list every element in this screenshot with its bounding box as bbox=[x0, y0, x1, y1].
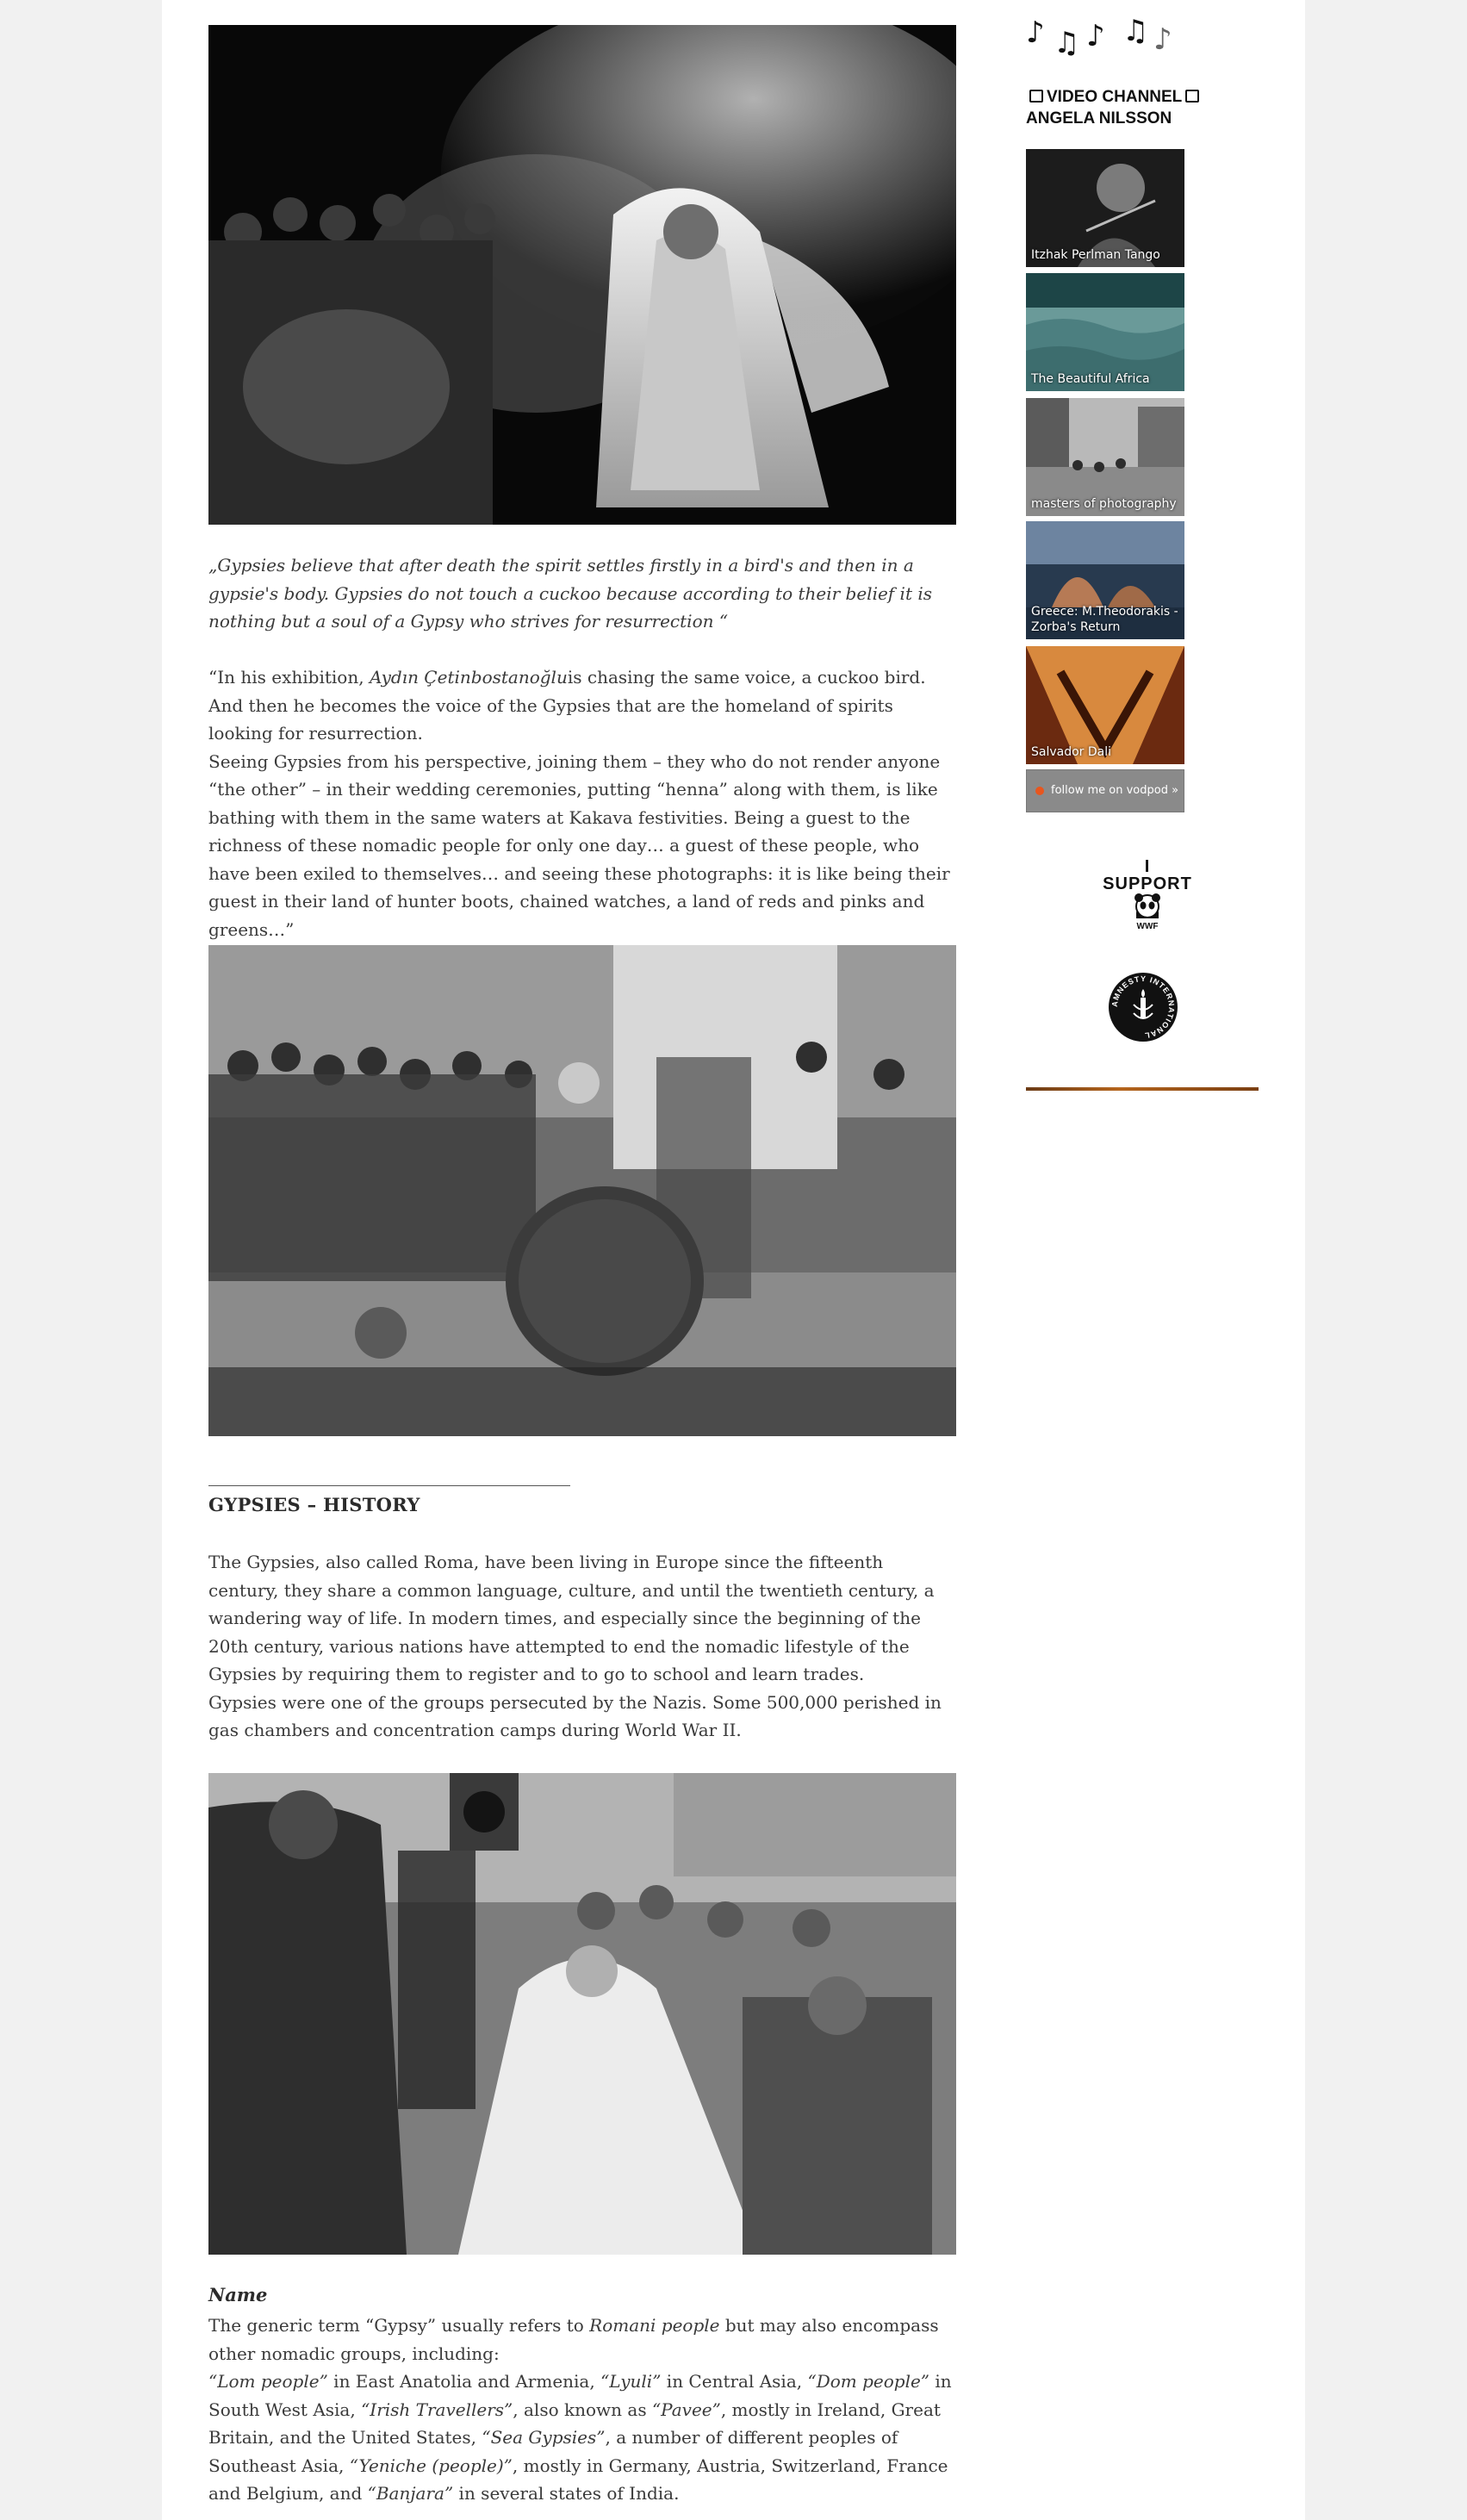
name-paragraph-2 bbox=[208, 2368, 956, 2508]
video-channel-title-line2: ANGELA NILSSON bbox=[1026, 109, 1172, 128]
video-caption: Itzhak Perlman Tango bbox=[1031, 248, 1160, 262]
term-lom: “Lom people” bbox=[208, 2371, 328, 2392]
history-text bbox=[208, 1548, 956, 1745]
intro-paragraph-1 bbox=[208, 663, 956, 748]
name-heading: Name bbox=[208, 2284, 268, 2305]
music-note-icon: ♪ bbox=[1153, 22, 1178, 57]
amnesty-international-badge[interactable] bbox=[1108, 972, 1178, 1042]
article-intro bbox=[208, 663, 956, 943]
vodpod-icon bbox=[1035, 787, 1044, 795]
wwf-line1: I bbox=[1144, 857, 1151, 876]
wwf-logo-text: WWF bbox=[1136, 922, 1159, 930]
history-heading: GYPSIES – HISTORY bbox=[208, 1494, 420, 1515]
text-7: , mostly in Germany, Austria, Switzerland, France and Belgium, and bbox=[208, 2455, 948, 2504]
film-square-icon bbox=[1185, 90, 1199, 103]
text-8: in several states of India. bbox=[453, 2483, 680, 2504]
photo-seated-bride bbox=[208, 1773, 956, 2255]
history-paragraph-1: The Gypsies, also called Roma, have been living in Europe since the fifteenth century, they share a common language, culture, and until the twentieth century, a wandering way of life. In modern times, and especially since the beginning of the 20th century, various nations have attempted to end the nomadic lifestyle of the Gypsies by requiring them to register and to go to school and learn trades. bbox=[208, 1552, 935, 1684]
music-note-icon: ♪ bbox=[1086, 19, 1110, 53]
wwf-support-badge[interactable] bbox=[1093, 858, 1202, 934]
term-lyuli: “Lyuli” bbox=[600, 2371, 662, 2392]
term-dom: “Dom people” bbox=[807, 2371, 930, 2392]
term-sea-gypsies: “Sea Gypsies” bbox=[482, 2427, 606, 2448]
music-note-icon: ♫ bbox=[1122, 14, 1154, 48]
sidebar-divider bbox=[1026, 1087, 1259, 1091]
text-2: in Central Asia, bbox=[661, 2371, 808, 2392]
video-channel-title-line1: VIDEO CHANNEL bbox=[1047, 88, 1183, 106]
intro-rest: is chasing the same voice, a cuckoo bird. And then he becomes the voice of the Gypsies that are the homeland of spirits looking for resurrection. bbox=[208, 667, 926, 744]
video-thumbnail[interactable] bbox=[1026, 149, 1184, 267]
follow-label: follow me on vodpod » bbox=[1051, 784, 1179, 797]
photo-bride-dancing-smoke bbox=[208, 25, 956, 525]
video-caption: The Beautiful Africa bbox=[1031, 372, 1150, 386]
article-quote: „Gypsies believe that after death the spirit settles firstly in a bird's and then in a gypsie's body. Gypsies do not touch a cuckoo because according to their belief it is nothing but a soul of a Gypsy who strives for resurrection “ bbox=[208, 555, 933, 632]
history-paragraph-2: Gypsies were one of the groups persecuted by the Nazis. Some 500,000 perished in gas chambers and concentration camps during World War II. bbox=[208, 1691, 942, 1740]
wwf-line2: SUPPORT bbox=[1103, 874, 1192, 893]
name-text bbox=[208, 2312, 956, 2508]
term-pavee: “Pavee” bbox=[651, 2399, 721, 2420]
music-note-icon: ♫ bbox=[1054, 26, 1085, 60]
text-3: in South West Asia, bbox=[208, 2371, 952, 2420]
video-thumbnail[interactable] bbox=[1026, 646, 1184, 764]
video-caption: Salvador Dali bbox=[1031, 745, 1112, 759]
section-divider bbox=[208, 1485, 570, 1486]
name-p1-a: The generic term “Gypsy” usually refers to bbox=[208, 2315, 590, 2336]
text-1: in East Anatolia and Armenia, bbox=[327, 2371, 601, 2392]
text-5: , mostly in Ireland, Great Britain, and the United States, bbox=[208, 2399, 941, 2448]
intro-paragraph-2: Seeing Gypsies from his perspective, joining them – they who do not render anyone “the other” – in their wedding ceremonies, putting “henna” along with them, is like bathing with them in the same waters at Kakava festivities. Being a guest to the richness of these nomadic people for only one day… a guest of these people, who have been exiled to themselves… and seeing these photographs: it is like being their guest in their land of hunter boots, chained watches, a land of reds and pinks and greens…” bbox=[208, 750, 950, 940]
video-thumbnail[interactable] bbox=[1026, 273, 1184, 391]
video-channel-title bbox=[1026, 86, 1215, 129]
page bbox=[162, 0, 1305, 2520]
name-p1-c: but may also encompass other nomadic groups, including: bbox=[208, 2315, 939, 2364]
intro-open: “In his exhibition, bbox=[208, 667, 370, 688]
panda-icon bbox=[1093, 893, 1202, 930]
amnesty-ring-text: AMNESTY INTERNATIONAL bbox=[1110, 974, 1177, 1041]
romani-people-term: Romani people bbox=[589, 2315, 720, 2336]
name-paragraph-1 bbox=[208, 2312, 956, 2368]
photographer-name: Aydın Çetinbostanoğlu bbox=[369, 667, 568, 688]
follow-vodpod-button[interactable] bbox=[1026, 769, 1184, 812]
term-banjara: “Banjara” bbox=[367, 2483, 454, 2504]
text-4: , also known as bbox=[513, 2399, 652, 2420]
text-6: , a number of different peoples of Southeast Asia, bbox=[208, 2427, 898, 2476]
video-thumbnail[interactable] bbox=[1026, 398, 1184, 516]
term-yeniche: “Yeniche (people)” bbox=[349, 2455, 513, 2476]
music-notes-decoration bbox=[1026, 16, 1198, 59]
film-square-icon bbox=[1029, 90, 1043, 103]
photo-dancer-in-crowd bbox=[208, 945, 956, 1436]
video-caption: masters of photography bbox=[1031, 497, 1177, 511]
music-note-icon: ♪ bbox=[1026, 16, 1050, 50]
video-caption: Greece: M.Theodorakis - Zorba's Return bbox=[1031, 605, 1178, 634]
video-thumbnail[interactable] bbox=[1026, 521, 1184, 639]
term-irish-travellers: “Irish Travellers” bbox=[361, 2399, 513, 2420]
